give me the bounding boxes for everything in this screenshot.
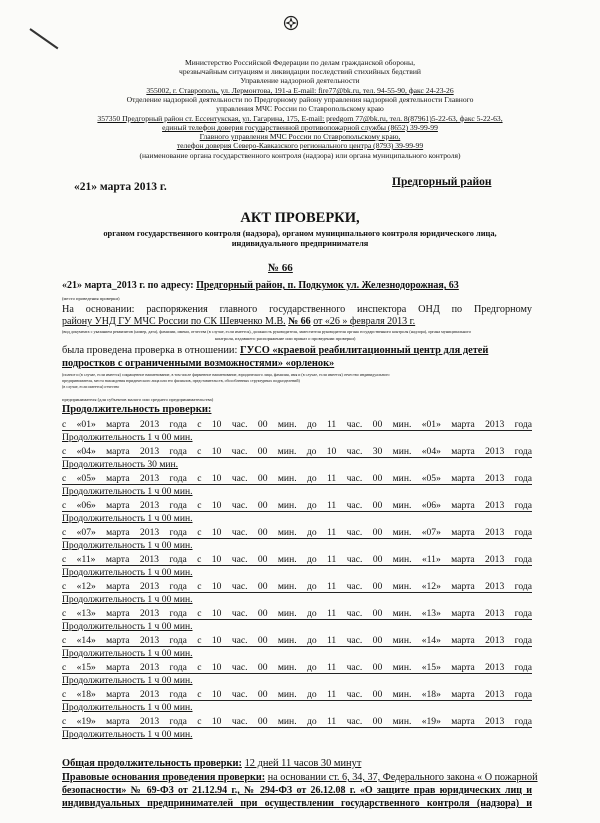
divider	[62, 538, 532, 539]
legal-basis-text: индивидуальных предпринимателей при осуществлении государственного контроля (надзора) и	[62, 798, 532, 809]
order-number: № 66	[288, 316, 311, 327]
period-row: с «06» марта 2013 года с 10 час. 00 мин. до 11 час. 00 мин. «06» марта 2013 года	[62, 500, 532, 511]
header-line: Министерство Российской Федерации по делам гражданской обороны,	[184, 58, 416, 67]
header-line: Управление надзорной деятельности	[240, 76, 360, 85]
period-duration: Продолжительность 1 ч 00 мин.	[62, 540, 193, 551]
divider	[62, 700, 532, 701]
legal-basis-label: Правовые основания проведения проверки:	[62, 772, 266, 783]
act-place: Предгорный район	[392, 176, 492, 188]
header-caption: (наименование органа государственного контроля (надзора) или органа муниципального контроля)	[139, 151, 461, 160]
duration-heading: Продолжительность проверки:	[62, 404, 212, 415]
act-date: «21» марта 2013 г.	[74, 181, 167, 193]
divider	[62, 619, 532, 620]
act-title: АКТ ПРОВЕРКИ,	[240, 210, 360, 226]
emblem-icon	[283, 15, 299, 31]
period-duration: Продолжительность 30 мин.	[62, 459, 179, 470]
divider	[62, 565, 532, 566]
header-line: чрезвычайным ситуациям и ликвидации последствий стихийных бедствий	[179, 67, 421, 76]
period-duration: Продолжительность 1 ч 00 мин.	[62, 648, 193, 659]
act-number: № 66	[268, 262, 293, 274]
period-duration: Продолжительность 1 ч 00 мин.	[62, 486, 193, 497]
header-line: Отделение надзорной деятельности по Предгорному району управления надзорной деятельности Главного	[126, 95, 474, 104]
period-row: с «13» марта 2013 года с 10 час. 00 мин. до 11 час. 00 мин. «13» марта 2013 года	[62, 608, 532, 619]
period-duration: Продолжительность 1 ч 00 мин.	[62, 621, 193, 632]
subject-note: предпринимателя, места нахождения юридического лица или его филиалов, представительств, обособленных структурных подразделений)	[62, 378, 300, 383]
period-duration: Продолжительность 1 ч 00 мин.	[62, 567, 193, 578]
header-line: телефон доверия Северо-Кавказского регионального центра (8793) 39-99-99	[176, 141, 424, 150]
header-contact: 355002, г. Ставрополь, ул. Лермонтова, 191-а E-mail: fire77@bk.ru, тел. 94-55-90, факс 24-23-26	[146, 86, 454, 95]
organization-name-cont: подростков с ограниченными возможностями» «орленок»	[62, 358, 335, 369]
period-duration: Продолжительность 1 ч 00 мин.	[62, 594, 193, 605]
period-duration: Продолжительность 1 ч 00 мин.	[62, 702, 193, 713]
subject-prefix: была проведена проверка в отношении:	[62, 345, 238, 356]
subject-note: (в случае, если имеется) отчество	[62, 384, 120, 389]
inspection-address: Предгорный район, п. Подкумок ул. Железнодорожная, 63	[196, 280, 459, 291]
period-duration: Продолжительность 1 ч 00 мин.	[62, 729, 193, 740]
act-subtitle: индивидуального предпринимателя	[231, 239, 369, 248]
period-row: с «05» марта 2013 года с 10 час. 00 мин. до 11 час. 00 мин. «05» марта 2013 года	[62, 473, 532, 484]
legal-basis-text: на основании ст. 6, 34, 37, Федерального закона « О пожарной	[267, 772, 538, 783]
header-line: единый телефон доверия государственной противопожарной службы (8652) 39-99-99	[162, 123, 438, 132]
address-prefix: «21» марта_2013 г. по адресу:	[62, 280, 194, 291]
divider	[62, 484, 532, 485]
divider	[62, 673, 532, 674]
address-note: (место проведения проверки)	[62, 296, 120, 301]
total-duration-label: Общая продолжительность проверки:	[62, 758, 242, 769]
period-row: с «01» марта 2013 года с 10 час. 00 мин. до 11 час. 00 мин. «01» марта 2013 года	[62, 419, 532, 430]
period-row: с «15» марта 2013 года с 10 час. 00 мин. до 11 час. 00 мин. «15» марта 2013 года	[62, 662, 532, 673]
organization-name: ГУСО «краевой реабилитационный центр для детей	[239, 345, 489, 356]
basis-note: (вид документа с указанием реквизитов (номер, дата), фамилии, имени, отчества (в случае, если имеется), должность руководителя, заместителя руководителя органа государственного контроля (надзора), органа муниципального	[62, 329, 472, 334]
header-contact: 357350 Предгорный район ст. Ессентукская, ул. Гагарина, 175, E-mail: predgorn 77@bk.ru, тел. 8(87961)5-22-63, факс 5-22-63,	[97, 114, 503, 123]
header-line: Главного управления МЧС России по Ставропольскому краю,	[199, 132, 401, 141]
divider	[62, 727, 532, 728]
pen-mark	[29, 28, 58, 49]
legal-basis-text: безопасности» № 69-ФЗ от 21.12.94 г., № 294-ФЗ от 26.12.08 г. «О защите прав юридических лиц и	[62, 785, 532, 796]
period-duration: Продолжительность 1 ч 00 мин.	[62, 513, 193, 524]
period-row: с «07» марта 2013 года с 10 час. 00 мин. до 11 час. 00 мин. «07» марта 2013 года	[62, 527, 532, 538]
period-row: с «04» марта 2013 года с 10 час. 00 мин. до 10 час. 30 мин. «04» марта 2013 года	[62, 446, 532, 457]
period-row: с «18» марта 2013 года с 10 час. 00 мин. до 11 час. 00 мин. «18» марта 2013 года	[62, 689, 532, 700]
subject-note: предпринимателя (для субъектов малого или среднего предпринимательства)	[62, 397, 214, 402]
period-duration: Продолжительность 1 ч 00 мин.	[62, 432, 193, 443]
period-row: с «11» марта 2013 года с 10 час. 00 мин. до 11 час. 00 мин. «11» марта 2013 года	[62, 554, 532, 565]
basis-line: На основании: распоряжения главного государственного инспектора ОНД по Предгорному	[62, 304, 532, 315]
subject-note: (полное и (в случае, если имеется) сокращенное наименование, в том числе фирменное наименование, юридического лица, фамилия, имя и (в случае, если имеется) отчество индивидуального	[62, 372, 390, 377]
total-duration-value: 12 дней 11 часов 30 минут	[244, 758, 362, 769]
period-row: с «12» марта 2013 года с 10 час. 00 мин. до 11 час. 00 мин. «12» марта 2013 года	[62, 581, 532, 592]
period-row: с «19» марта 2013 года с 10 час. 00 мин. до 11 час. 00 мин. «19» марта 2013 года	[62, 716, 532, 727]
order-date: от «26 » февраля 2013 г.	[313, 316, 416, 327]
header-line: управления МЧС России по Ставропольскому краю	[216, 104, 384, 113]
period-row: с «14» марта 2013 года с 10 час. 00 мин. до 11 час. 00 мин. «14» марта 2013 года	[62, 635, 532, 646]
act-subtitle: органом государственного контроля (надзора), органом муниципального контроля юридического лица,	[103, 229, 497, 238]
divider	[62, 646, 532, 647]
basis-issuer: району УНД ГУ МЧС России по СК Шевченко М.В.	[62, 316, 286, 327]
period-duration: Продолжительность 1 ч 00 мин.	[62, 675, 193, 686]
divider	[62, 511, 532, 512]
divider	[62, 592, 532, 593]
divider	[62, 430, 532, 431]
basis-note: контроля, издавшего распоряжение или приказ о проведении проверки)	[215, 336, 356, 341]
divider	[62, 457, 532, 458]
